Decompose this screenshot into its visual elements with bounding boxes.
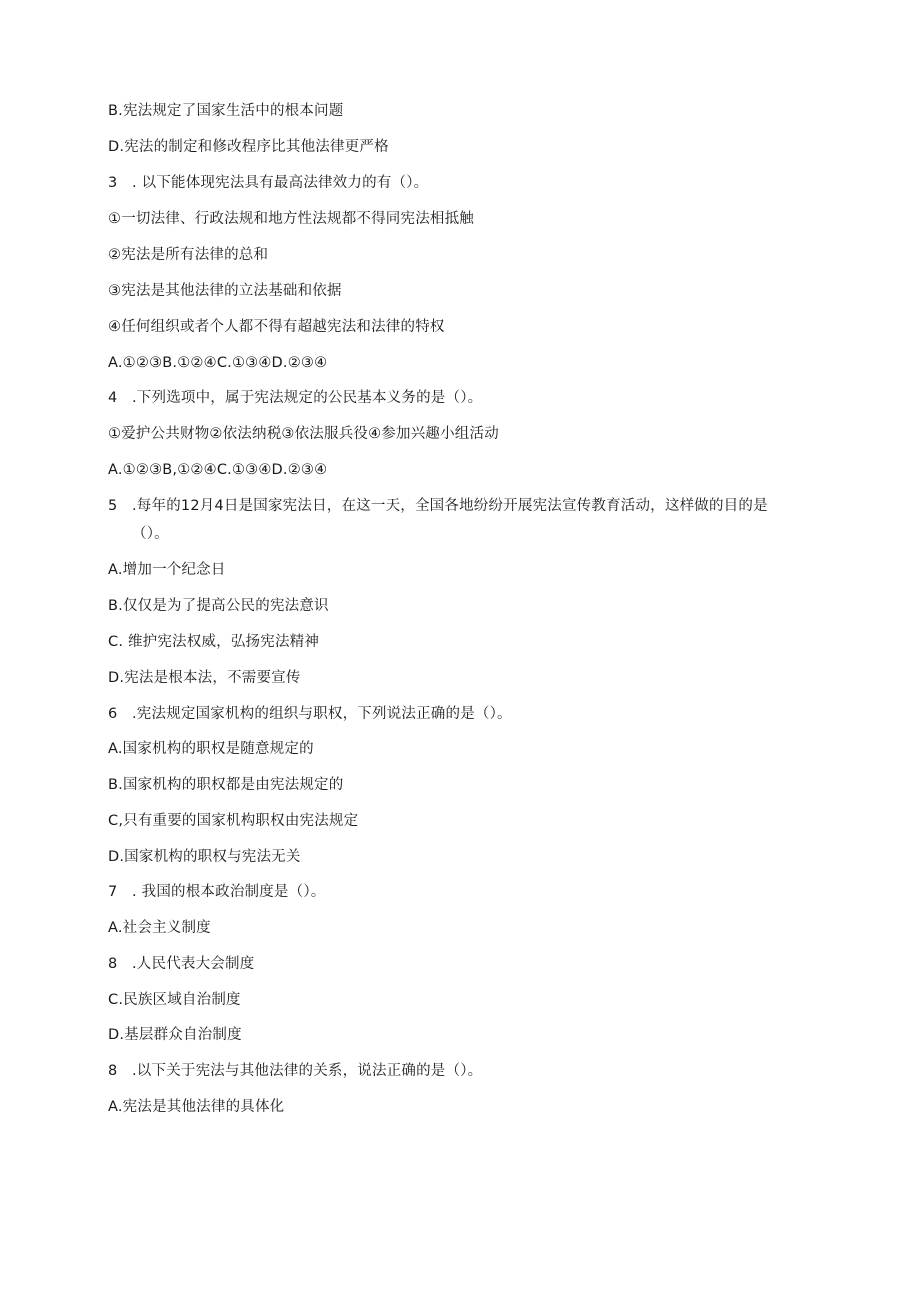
- question-number: 8: [108, 956, 118, 972]
- option-line: [108, 668, 301, 688]
- line-text: C. 维护宪法权威，弘扬宪法精神: [108, 634, 320, 650]
- line-text: A.①②③B.①②④C.①③④D.②③④: [108, 355, 328, 371]
- option-line: [108, 632, 319, 652]
- option-line: [108, 811, 358, 831]
- line-text: D.宪法是根本法，不需要宣传: [108, 670, 301, 686]
- question-number: 7: [108, 884, 118, 900]
- line-text: （）。: [132, 526, 169, 542]
- line-text: C.民族区域自治制度: [108, 992, 241, 1008]
- option-line: [108, 353, 327, 373]
- question-line: [108, 1061, 482, 1081]
- option-line: [108, 775, 343, 795]
- question-text: .下列选项中，属于宪法规定的公民基本义务的是（）。: [132, 390, 483, 406]
- option-line: [108, 847, 301, 867]
- line-text: D.基层群众自治制度: [108, 1027, 242, 1043]
- line-text: A.增加一个纪念日: [108, 562, 226, 578]
- question-line: [108, 173, 428, 193]
- line-text: ③宪法是其他法律的立法基础和依据: [108, 283, 342, 299]
- line-text: B.国家机构的职权都是由宪法规定的: [108, 777, 344, 793]
- question-line: [108, 704, 512, 724]
- line-text: C,只有重要的国家机构职权由宪法规定: [108, 813, 359, 829]
- question-number: 8: [108, 1063, 118, 1079]
- option-line: [108, 918, 211, 938]
- line-text: A.社会主义制度: [108, 920, 211, 936]
- question-text: .宪法规定国家机构的组织与职权，下列说法正确的是（）。: [132, 706, 512, 722]
- question-number: 4: [108, 390, 118, 406]
- question-text: .以下关于宪法与其他法律的关系，说法正确的是（）。: [132, 1063, 483, 1079]
- statement-line: [108, 209, 474, 229]
- question-number: 5: [108, 498, 118, 514]
- question-line: [108, 496, 768, 516]
- question-text: . 以下能体现宪法具有最高法律效力的有（）。: [132, 175, 429, 191]
- line-text: ④任何组织或者个人都不得有超越宪法和法律的特权: [108, 319, 445, 335]
- option-line: [108, 990, 241, 1010]
- question-number: 6: [108, 706, 118, 722]
- question-text: .每年的12月4日是国家宪法日，在这一天，全国各地纷纷开展宪法宣传教育活动，这样做的目的是: [132, 498, 768, 514]
- line-text: ①一切法律、行政法规和地方性法规都不得同宪法相抵触: [108, 211, 474, 227]
- option-line: [108, 596, 329, 616]
- question-text: . 我国的根本政治制度是（）。: [132, 884, 326, 900]
- line-text: ①爱护公共财物②依法纳税③依法服兵役④参加兴趣小组活动: [108, 426, 499, 442]
- line-text: D.宪法的制定和修改程序比其他法律更严格: [108, 139, 389, 155]
- line-text: A.①②③B,①②④C.①③④D.②③④: [108, 462, 328, 478]
- question-number: 3: [108, 175, 118, 191]
- question-line: [108, 388, 482, 408]
- option-line: [108, 1025, 242, 1045]
- option-line: [108, 460, 327, 480]
- statement-line: [108, 424, 499, 444]
- question-continuation: [132, 524, 169, 544]
- statement-line: [108, 281, 342, 301]
- option-line: [108, 739, 314, 759]
- line-text: A.宪法是其他法律的具体化: [108, 1099, 285, 1115]
- line-text: D.国家机构的职权与宪法无关: [108, 849, 301, 865]
- question-text: .人民代表大会制度: [132, 956, 255, 972]
- option-line: [108, 101, 343, 121]
- option-line: [108, 137, 389, 157]
- question-line: [108, 954, 254, 974]
- question-line: [108, 882, 325, 902]
- line-text: B.宪法规定了国家生活中的根本问题: [108, 103, 344, 119]
- line-text: ②宪法是所有法律的总和: [108, 247, 269, 263]
- line-text: A.国家机构的职权是随意规定的: [108, 741, 314, 757]
- statement-line: [108, 317, 445, 337]
- option-line: [108, 1097, 284, 1117]
- option-line: [108, 560, 226, 580]
- line-text: B.仅仅是为了提高公民的宪法意识: [108, 598, 329, 614]
- statement-line: [108, 245, 268, 265]
